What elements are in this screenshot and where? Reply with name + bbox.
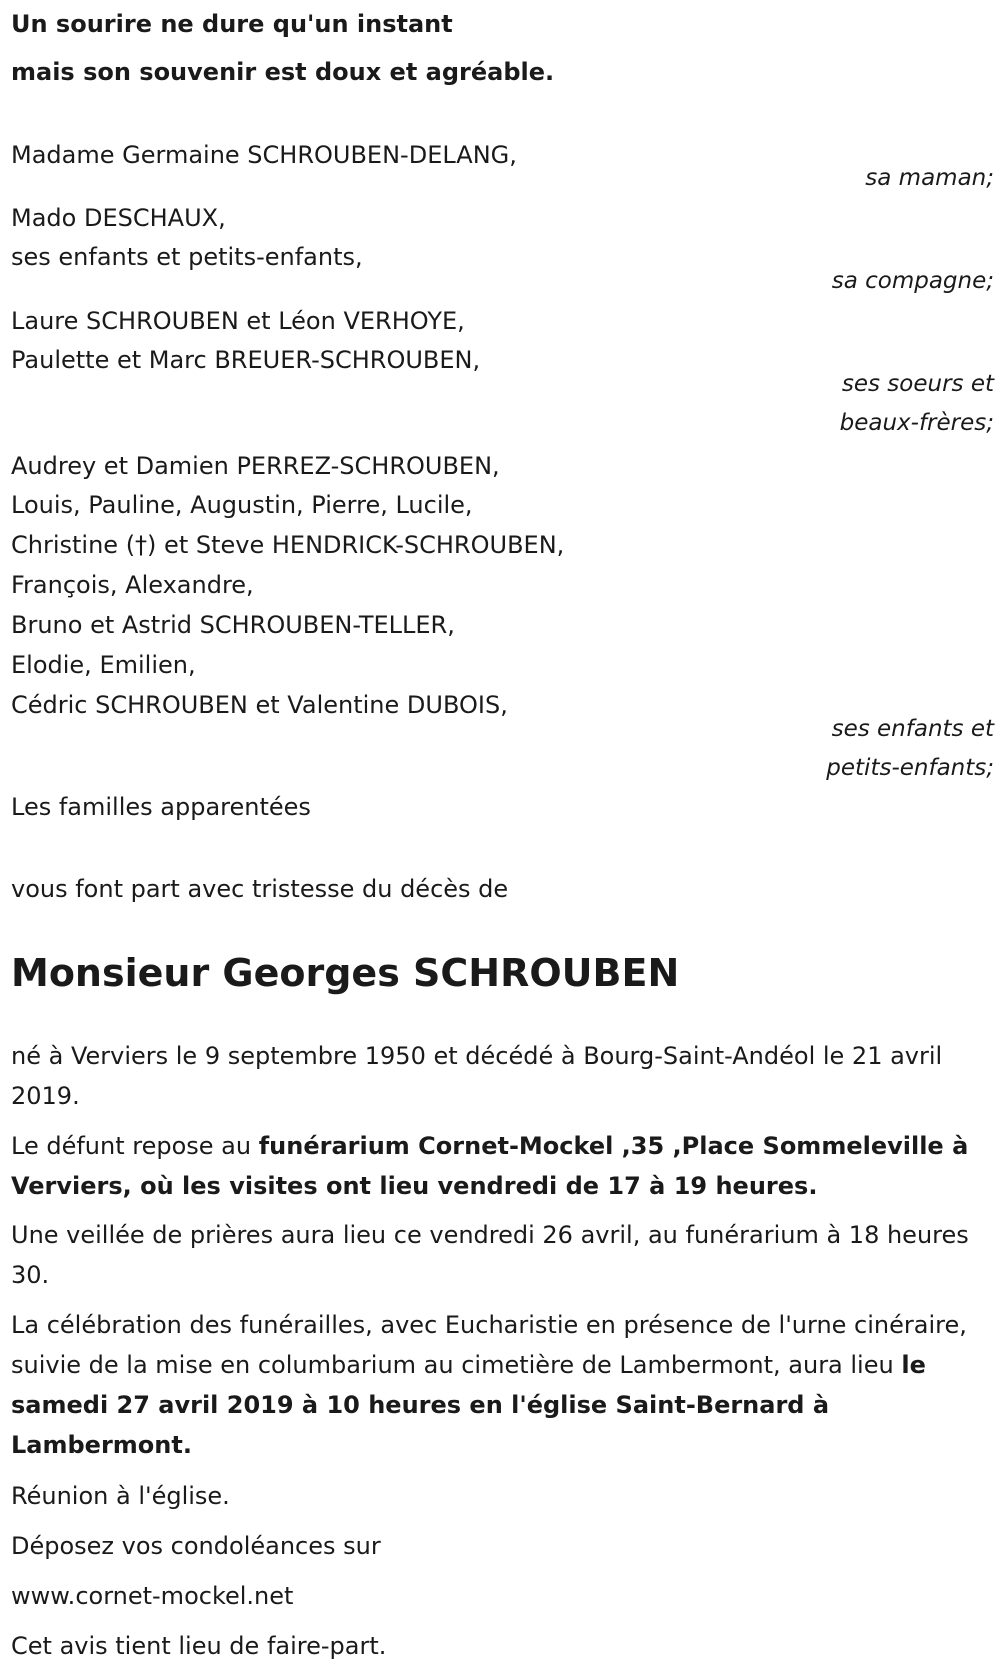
sibling-name: Laure SCHROUBEN et Léon VERHOYE, — [11, 307, 465, 335]
mother-name: Madame Germaine SCHROUBEN-DELANG, — [11, 141, 517, 169]
ceremony-intro: La célébration des funérailles, avec Eucharistie en présence de l'urne cinéraire, suivie de la mise en columbarium au cimetière de Lambermont, aura lieu — [11, 1311, 967, 1379]
ceremony-date-place: le samedi 27 avril 2019 à 10 heures en l'église Saint-Bernard à Lambermont. — [11, 1351, 926, 1459]
child-name: Christine (†) et Steve HENDRICK-SCHROUBEN, — [11, 531, 565, 559]
vigil-details: Une veillée de prières aura lieu ce vendredi 26 avril, au funérarium à 18 heures 30. — [11, 1221, 969, 1289]
siblings-relation-line-1: ses soeurs et — [841, 371, 994, 397]
announcement: vous font part avec tristesse du décès de — [11, 875, 509, 903]
repose-intro: Le défunt repose au — [11, 1132, 259, 1160]
child-name: Bruno et Astrid SCHROUBEN-TELLER, — [11, 611, 455, 639]
child-name: Cédric SCHROUBEN et Valentine DUBOIS, — [11, 691, 508, 719]
child-name: François, Alexandre, — [11, 571, 254, 599]
ceremony-details — [11, 1305, 986, 1465]
child-name: Louis, Pauline, Augustin, Pierre, Lucile, — [11, 491, 473, 519]
birth-death-details: né à Verviers le 9 septembre 1950 et décédé à Bourg-Saint-Andéol le 21 avril 2019. — [11, 1042, 943, 1110]
children-relation-line-1: ses enfants et — [831, 716, 994, 742]
repose-location: funérarium Cornet-Mockel ,35 ,Place Sommeleville à Verviers, où les visites ont lieu vendredi de 17 à 19 heures. — [11, 1132, 969, 1200]
child-name: Audrey et Damien PERREZ-SCHROUBEN, — [11, 452, 500, 480]
partner-name: Mado DESCHAUX, — [11, 204, 226, 232]
epigraph-line-2: mais son souvenir est doux et agréable. — [11, 58, 555, 86]
repose-details — [11, 1126, 986, 1206]
partner-family: ses enfants et petits-enfants, — [11, 243, 363, 271]
sibling-name: Paulette et Marc BREUER-SCHROUBEN, — [11, 346, 481, 374]
partner-relation: sa compagne; — [831, 268, 994, 294]
meeting-place: Réunion à l'église. — [11, 1482, 230, 1510]
condolences-text: Déposez vos condoléances sur — [11, 1532, 381, 1560]
siblings-relation-line-2: beaux-frères; — [839, 410, 994, 436]
website-link[interactable]: www.cornet-mockel.net — [11, 1582, 294, 1610]
mother-relation: sa maman; — [865, 165, 994, 191]
related-families: Les familles apparentées — [11, 793, 311, 821]
child-name: Elodie, Emilien, — [11, 651, 196, 679]
deceased-name: Monsieur Georges SCHROUBEN — [11, 951, 680, 995]
notice-text: Cet avis tient lieu de faire-part. — [11, 1632, 387, 1660]
epigraph-line-1: Un sourire ne dure qu'un instant — [11, 10, 453, 38]
children-relation-line-2: petits-enfants; — [826, 755, 994, 781]
